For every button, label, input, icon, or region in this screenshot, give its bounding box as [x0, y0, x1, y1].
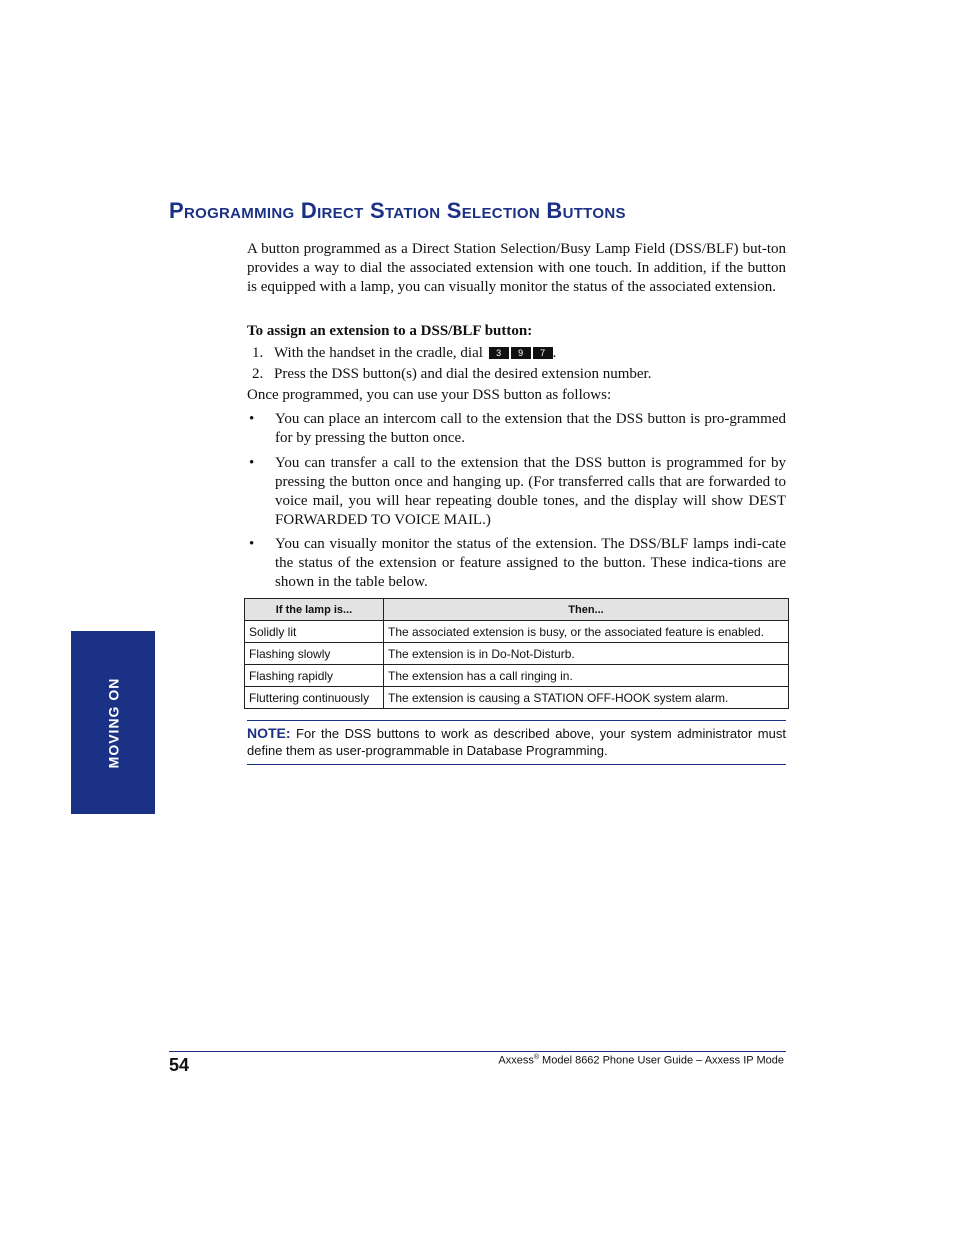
bullet-text: You can transfer a call to the extension that the DSS button is programmed for by pressing the button once and hanging up. (For transferred calls that are forwarded to voice mail, you will hear repeating double tones, and the display will show DEST FORWARDED TO VOICE MAIL.) — [275, 455, 786, 528]
column-header: If the lamp is... — [245, 599, 384, 621]
table-row — [245, 643, 789, 665]
step-number: 1. — [252, 345, 264, 361]
footer-brand: Axxess — [498, 1054, 534, 1067]
bullet-icon: • — [249, 536, 255, 552]
column-header: Then... — [384, 599, 789, 621]
dial-key-9: 9 — [511, 347, 531, 359]
bullet-icon: • — [249, 455, 255, 471]
side-tab-label: MOVING ON — [105, 677, 122, 768]
step-number: 2. — [252, 366, 264, 382]
table-cell: Flashing rapidly — [245, 665, 384, 687]
lamp-status-table — [244, 598, 789, 709]
bullet-text: You can place an intercom call to the extension that the DSS button is pro-grammed for by pressing the button once. — [275, 411, 786, 446]
table-row — [245, 665, 789, 687]
table-cell: The extension has a call ringing in. — [384, 665, 789, 687]
footer-divider — [169, 1051, 786, 1052]
usage-intro: Once programmed, you can use your DSS button as follows: — [247, 387, 612, 403]
table-cell: The associated extension is busy, or the associated feature is enabled. — [384, 621, 789, 643]
note-label: NOTE: — [247, 725, 291, 741]
step-1 — [252, 344, 556, 363]
bullet-text: You can visually monitor the status of the extension. The DSS/BLF lamps indi-cate the status of the extension or feature assigned to the button. These indica-tions are shown in the table below. — [275, 536, 786, 590]
step-end: . — [552, 345, 557, 361]
table-header-row — [245, 599, 789, 621]
section-side-tab — [71, 631, 155, 814]
intro-paragraph: A button programmed as a Direct Station Selection/Busy Lamp Field (DSS/BLF) but-ton provides a way to dial the associated extension with one touch. In addition, if the button is equipped with a lamp, you can visually monitor the status of the associated extension. — [247, 241, 786, 295]
table-row — [245, 621, 789, 643]
step-text: Press the DSS button(s) and dial the desired extension number. — [274, 366, 652, 382]
table-cell: Solidly lit — [245, 621, 384, 643]
page-number: 54 — [169, 1055, 190, 1075]
bullet-icon: • — [249, 411, 255, 427]
page-heading: Programming Direct Station Selection Buttons — [169, 198, 626, 223]
procedure-title: To assign an extension to a DSS/BLF button: — [247, 323, 533, 339]
table-cell: The extension is causing a STATION OFF-HOOK system alarm. — [384, 687, 789, 709]
note-box — [247, 720, 786, 765]
step-text: With the handset in the cradle, dial — [274, 345, 483, 361]
table-row — [245, 687, 789, 709]
step-2 — [252, 365, 651, 384]
table-cell: Flashing slowly — [245, 643, 384, 665]
note-text: For the DSS buttons to work as described above, your system administrator must define them as user-programmable in Database Programming. — [247, 726, 786, 758]
table-cell: Fluttering continuously — [245, 687, 384, 709]
registered-mark: ® — [533, 1054, 539, 1061]
footer-rest: Model 8662 Phone User Guide – Axxess IP Mode — [539, 1054, 784, 1067]
dial-key-7: 7 — [533, 347, 553, 359]
table-cell: The extension is in Do-Not-Disturb. — [384, 643, 789, 665]
dial-key-3: 3 — [489, 347, 509, 359]
footer-title — [498, 1054, 784, 1067]
